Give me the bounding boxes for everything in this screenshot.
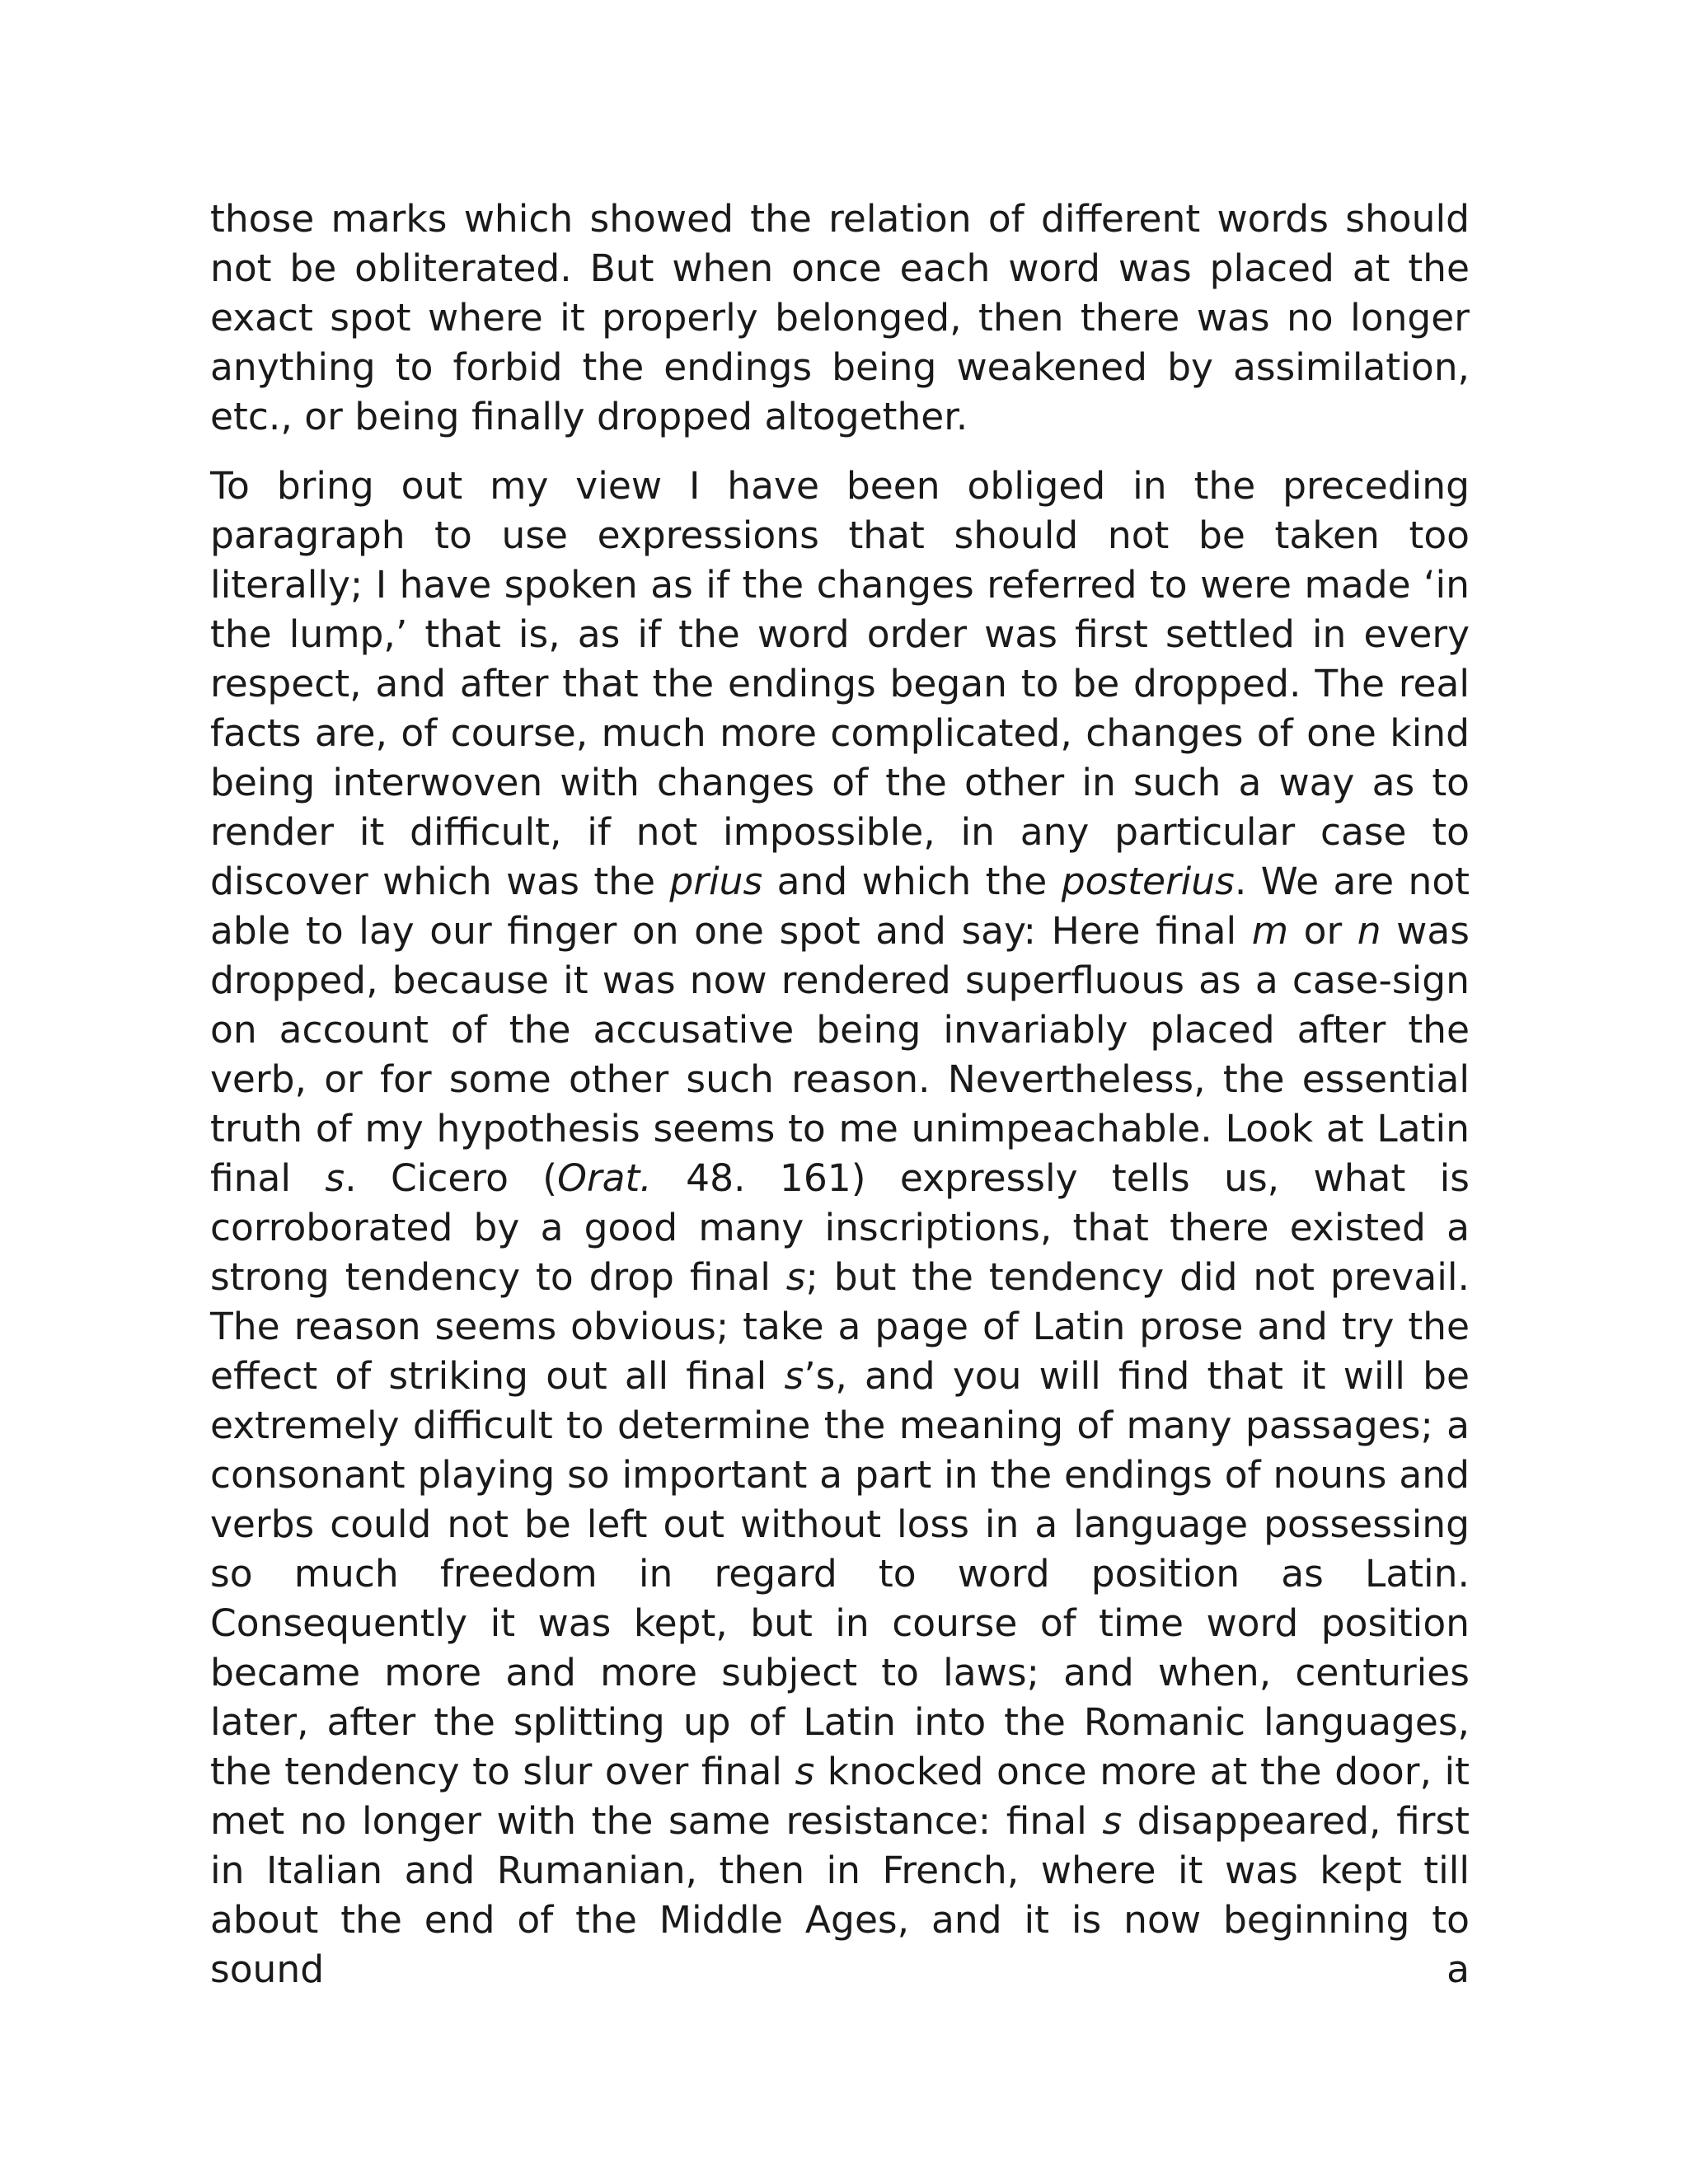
paragraph-1 (210, 194, 1470, 442)
italic-letter-s: s (795, 1750, 815, 1793)
paragraph-2-text: or (1288, 909, 1357, 953)
italic-citation-orat: Orat. (557, 1156, 652, 1200)
paragraph-2-text: . We are not able to lay our finger on one spot and say: Here final (210, 860, 1470, 953)
italic-term-prius: prius (669, 860, 763, 903)
paragraph-2 (210, 462, 1470, 1994)
paragraph-1-text: those marks which showed the relation of different words should not be obliterated. But when once each word was placed at the exact spot where it properly belonged, then there was no longer anything to forbid the endings being weakened by assimilation, etc., or being finally dropped altogether. (210, 197, 1470, 438)
italic-letter-s: s (784, 1354, 804, 1398)
paragraph-2-text: . Cicero ( (345, 1156, 558, 1200)
italic-letter-n: n (1357, 909, 1381, 953)
italic-letter-s: s (325, 1156, 345, 1200)
paragraph-2-text: and which the (762, 860, 1062, 903)
paragraph-2-text: ’s, and you will find that it will be extremely difficult to determine the meaning of many passages; a consonant playing so important a part in the endings of nouns and verbs could not be left out without loss in a language possessing so much freedom in regard to word position as Latin. Consequently it was kept, but in course of time word position became more and more subject to laws; and when, centuries later, after the splitting up of Latin into the Romanic languages, the tendency to slur over final (210, 1354, 1470, 1793)
italic-letter-s: s (785, 1255, 806, 1299)
italic-term-posterius: posterius (1061, 860, 1235, 903)
paragraph-2-text: was dropped, because it was now rendered superfluous as a case-sign on account of the accusative being invariably placed after the verb, or for some other such reason. Nevertheless, the essential truth of my hypothesis seems to me unimpeachable. Look at Latin final (210, 909, 1470, 1200)
italic-letter-s: s (1102, 1799, 1123, 1843)
page-body (210, 194, 1470, 1994)
paragraph-2-text: To bring out my view I have been obliged in the preceding paragraph to use expressions that should not be taken too literally; I have spoken as if the changes referred to were made ‘in the lump,’ that is, as if the word order was first settled in every respect, and after that the endings began to be dropped. The real facts are, of course, much more complicated, changes of one kind being interwoven with changes of the other in such a way as to render it difficult, if not impossible, in any particular case to discover which was the (210, 464, 1470, 903)
paragraph-2-text: knocked once more at the door, it met no longer with the same resistance: final (210, 1750, 1470, 1843)
paragraph-2-text: 48. 161) expressly tells us, what is corroborated by a good many inscriptions, that there existed a strong tendency to drop final (210, 1156, 1470, 1299)
paragraph-2-text: disappeared, first in Italian and Rumanian, then in French, where it was kept till about the end of the Middle Ages, and it is now beginning to sound a (210, 1799, 1470, 1991)
italic-letter-m: m (1251, 909, 1289, 953)
paragraph-2-text: ; but the tendency did not prevail. The reason seems obvious; take a page of Latin prose and try the effect of striking out all final (210, 1255, 1470, 1398)
